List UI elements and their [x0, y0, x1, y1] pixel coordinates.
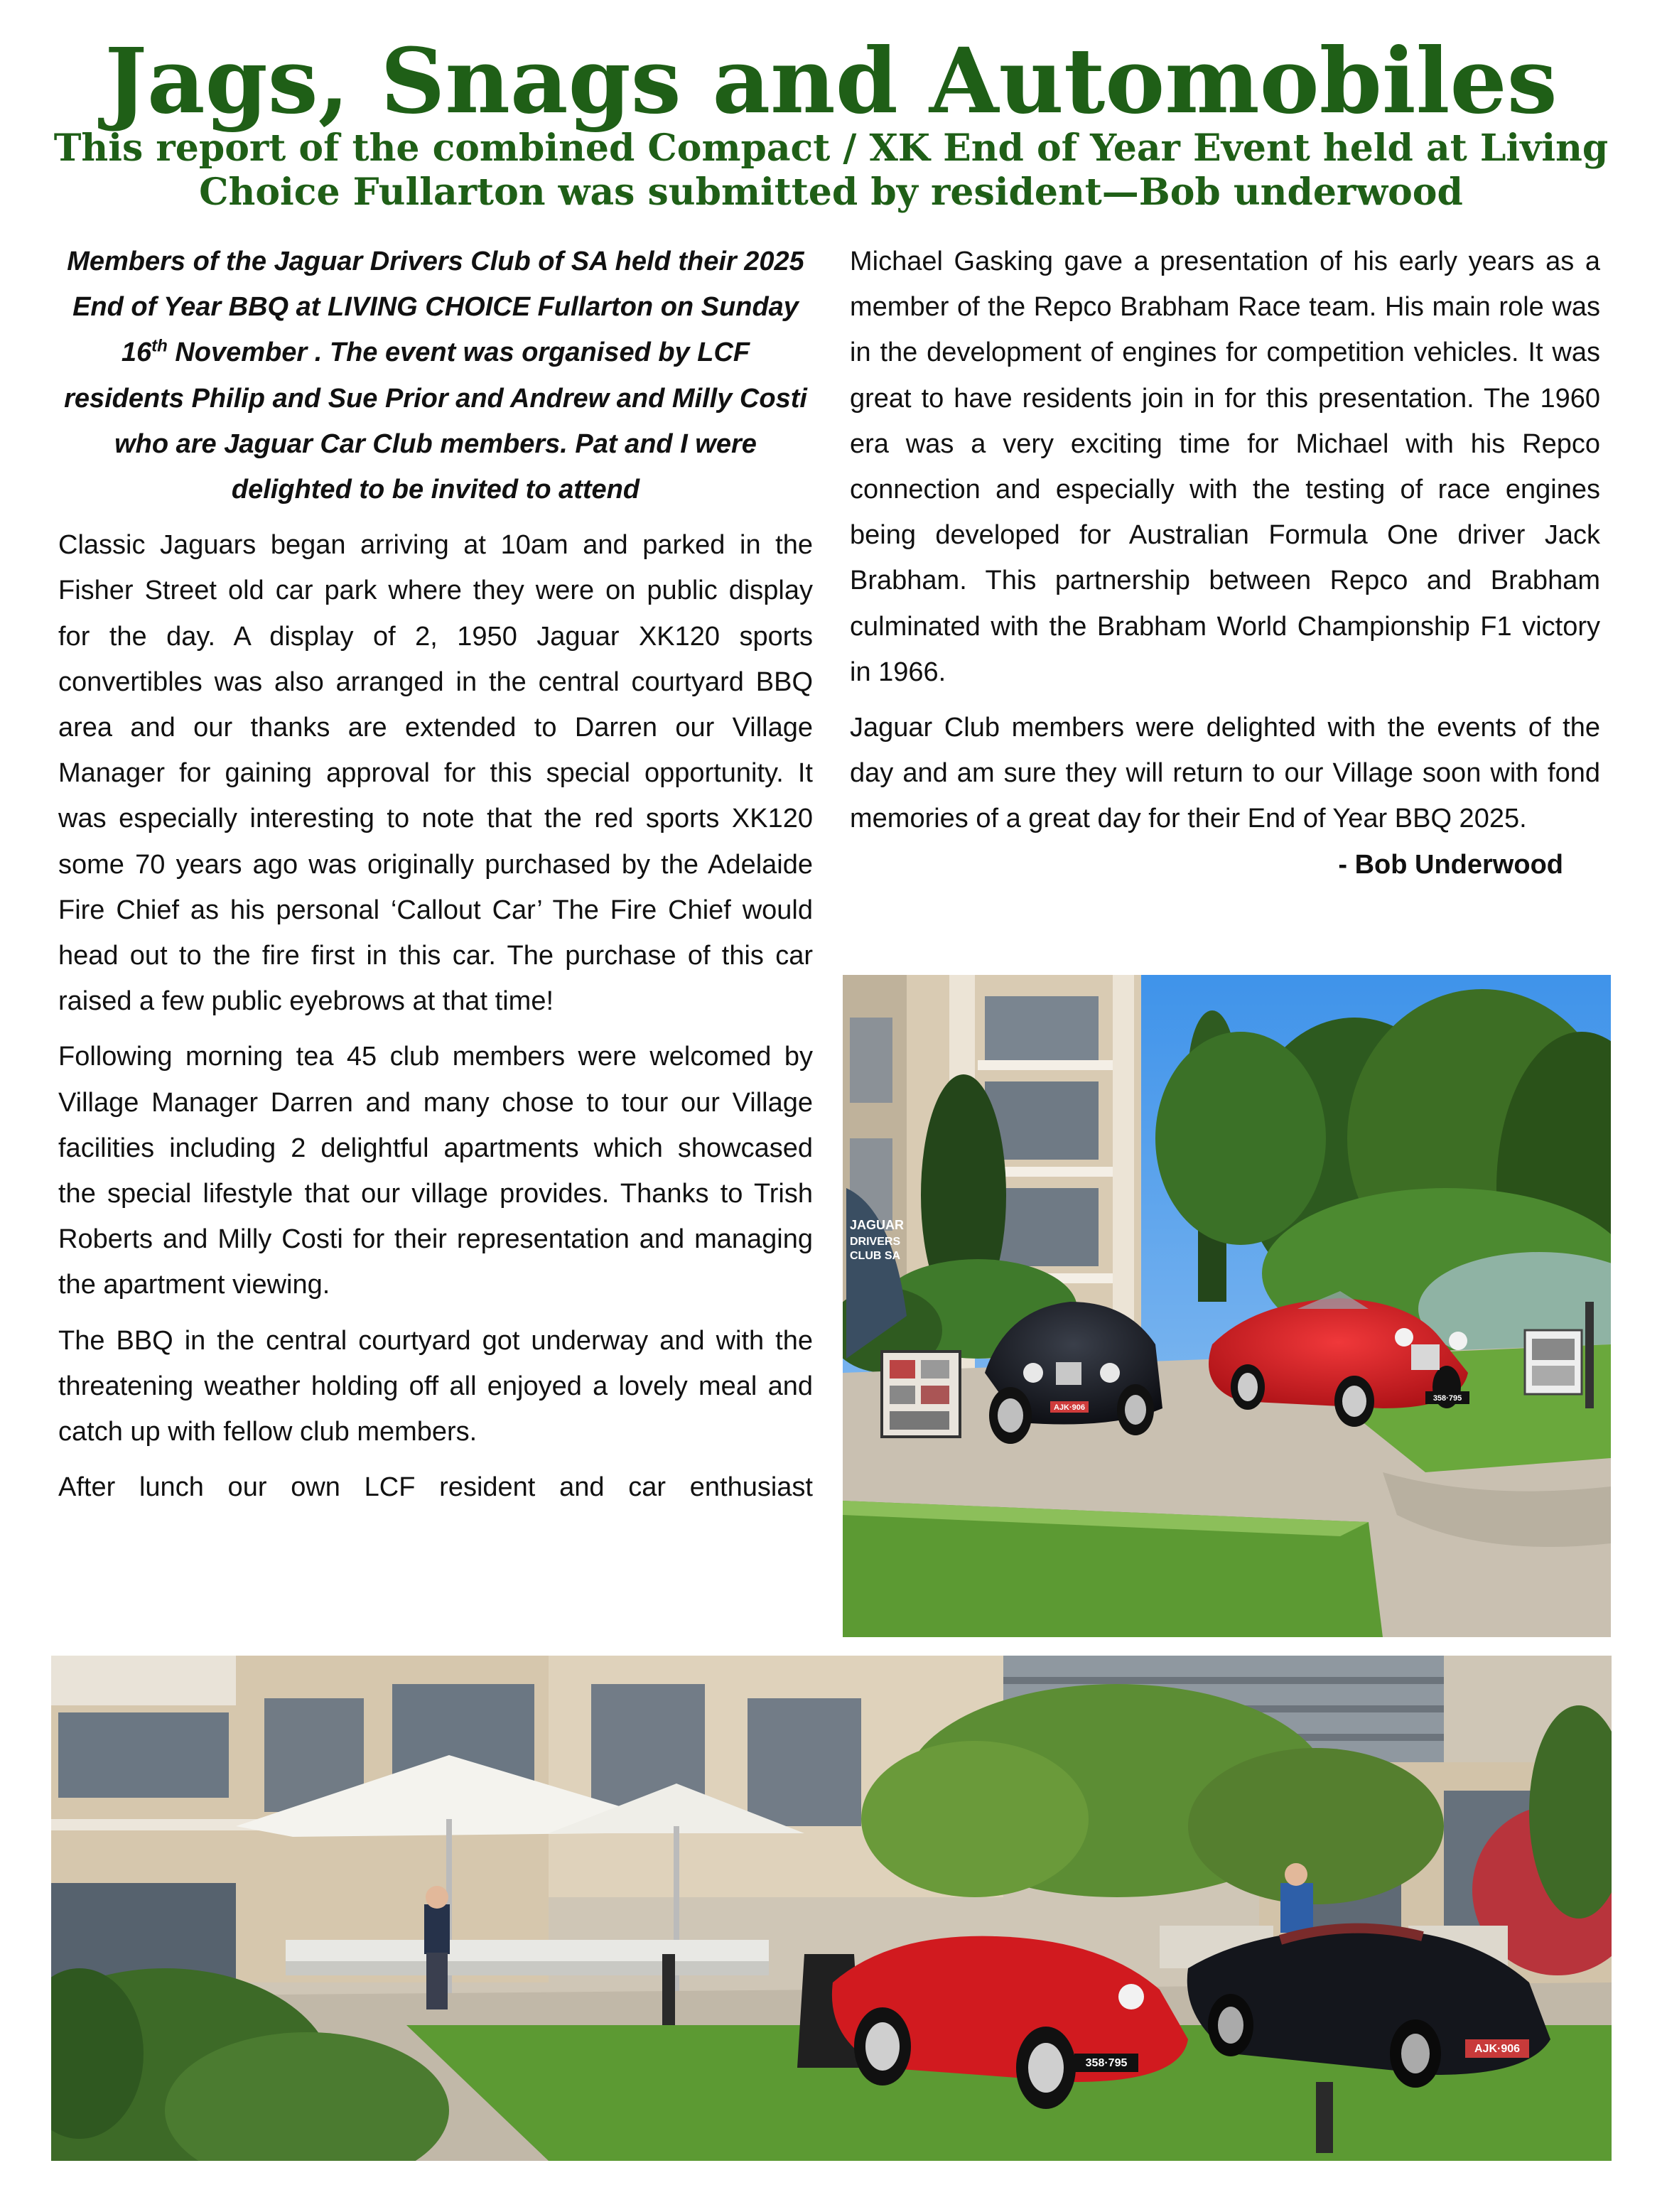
page-subtitle: This report of the combined Compact / XK End of Year Event held at Living Choice Fullarton was submitted by resident—Bob underwood	[53, 126, 1609, 214]
right-column	[850, 239, 1600, 897]
page-title: Jags, Snags and Automobiles	[104, 28, 1558, 134]
intro-superscript: th	[151, 336, 168, 356]
banner-text-2: DRIVERS	[850, 1236, 901, 1248]
closing-text: Jaguar Club members were delighted with the events of the day and am sure they will return to our Village soon with fond memories of a great day for their End of Year BBQ 2025.	[850, 713, 1600, 834]
banner-text-1: JAGUAR	[850, 1218, 905, 1232]
article-paragraph-6	[850, 705, 1600, 888]
photo-courtyard-illustration	[51, 1656, 1612, 2161]
plate-red-top: 358·795	[1432, 1394, 1462, 1403]
photo-jaguars-front	[843, 975, 1611, 1637]
author-signature: - Bob Underwood	[1338, 849, 1563, 880]
intro-text-1: Members of the Jaguar Drivers Club of SA held their 2025 End of Year BBQ at LIVING CHOICE Fullarton on Sunday 16	[67, 247, 804, 368]
article-paragraph-4: After lunch our own LCF resident and car enthusiast	[58, 1472, 813, 1503]
article-paragraph-1: Classic Jaguars began arriving at 10am and parked in the Fisher Street old car park where they were on public display for the day. A display of 2, 1950 Jaguar XK120 sports convertibles was also arranged in the central courtyard BBQ area and our thanks are extended to Darren our Village Manager for gaining approval for this special opportunity. It was especially interesting to note that the red sports XK120 some 70 years ago was originally purchased by the Adelaide Fire Chief as his personal ‘Callout Car’ The Fire Chief would head out to the fire first in this car. The purchase of this car raised a few public eyebrows at that time!	[58, 530, 813, 1017]
left-column	[58, 239, 813, 1520]
plate-red-bottom: 358·795	[1085, 2057, 1128, 2069]
photo-jaguars-front-illustration	[843, 975, 1611, 1637]
photo-courtyard	[51, 1656, 1612, 2161]
banner-text-3: CLUB SA	[850, 1250, 901, 1262]
intro-paragraph	[58, 239, 813, 512]
intro-text-2: November . The event was organised by LCF residents Philip and Sue Prior and Andrew and Milly Costi who are Jaguar Car Club members. Pat and I were delighted to be invited to attend	[64, 338, 807, 505]
plate-black-bottom: AJK·906	[1474, 2043, 1521, 2055]
article-paragraph-2: Following morning tea 45 club members were welcomed by Village Manager Darren and many chose to tour our Village facilities including 2 delightful apartments which showcased the special lifestyle that our village provides. Thanks to Trish Roberts and Milly Costi for their representation and managing the apartment viewing.	[58, 1042, 813, 1300]
article-paragraph-3: The BBQ in the central courtyard got underway and with the threatening weather holding off all enjoyed a lovely meal and catch up with fellow club members.	[58, 1325, 813, 1447]
plate-black-top: AJK·906	[1053, 1403, 1086, 1412]
article-paragraph-5: Michael Gasking gave a presentation of his early years as a member of the Repco Brabham Race team. His main role was in the development of engines for competition vehicles. It was great to have residents join in for this presentation. The 1960 era was a very exciting time for Michael with his Repco connection and especially with the testing of race engines being developed for Australian Formula One driver Jack Brabham. This partnership between Repco and Brabham culminated with the Brabham World Championship F1 victory in 1966.	[850, 247, 1600, 687]
